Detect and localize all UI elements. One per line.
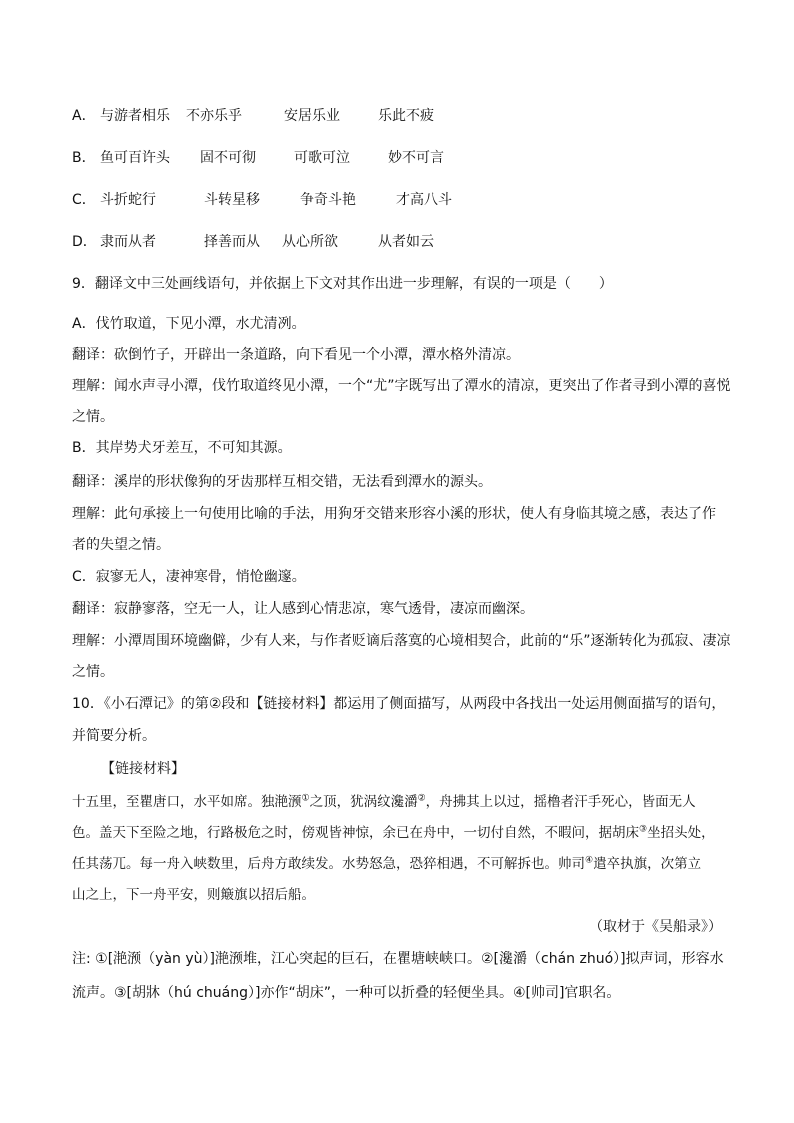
option-item: 才高八斗: [396, 192, 452, 208]
q9-c-understanding: 理解：小潭周围环境幽僻，少有人来，与作者贬谪后落寞的心境相契合，此前的“乐”逐渐转化为孤寂、凄凉: [72, 633, 731, 649]
passage-text: 十五里，至瞿唐口，水平如席。独滟滪: [72, 794, 302, 810]
footnote-marker: ④: [585, 855, 594, 866]
footnote-marker: ③: [639, 824, 648, 835]
passage-line-3: [72, 854, 701, 874]
option-item: 隶而从者: [100, 234, 156, 250]
option-label: B．: [72, 150, 96, 166]
option-item: 从者如云: [378, 234, 434, 250]
option-item: 与游者相乐: [100, 108, 170, 124]
source-citation: （取材于《吴船录》）: [589, 919, 722, 935]
footnote-line-1: 注: ①[滟滪（yàn yù）]滟滪堆，江心突起的巨石，在瞿塘峡峡口。②[瀺灂（chán zhuó）]拟声词，形容水: [72, 951, 724, 967]
option-a: [72, 106, 434, 126]
passage-text: 遣卒执旗，次第立: [593, 856, 702, 872]
q9-a-understanding-cont: 之情。: [72, 409, 114, 425]
question-10-stem: 10．《小石潭记》的第②段和【链接材料】都运用了侧面描写，从两段中各找出一处运用侧面描写的语句，: [72, 696, 726, 712]
option-item: 斗转星移: [204, 192, 260, 208]
option-label: A．: [72, 108, 96, 124]
q9-a-sentence: A．伐竹取道，下见小潭，水尤清冽。: [72, 316, 306, 332]
question-10-stem-cont: 并简要分析。: [72, 728, 156, 744]
option-item: 斗折蛇行: [100, 192, 156, 208]
option-c: [72, 190, 452, 210]
passage-line-4: 山之上，下一舟平安，则簸旗以招后船。: [72, 887, 315, 903]
option-b: [72, 148, 444, 168]
passage-text: ，舟拂其上以过，摇橹者汗手死心，皆面无人: [425, 794, 696, 810]
passage-text: 之顶，犹涡纹瀺灂: [309, 794, 418, 810]
q9-b-translation: 翻译：溪岸的形状像狗的牙齿那样互相交错，无法看到潭水的源头。: [72, 474, 492, 490]
option-item: 鱼可百许头: [100, 150, 170, 166]
option-item: 安居乐业: [284, 108, 340, 124]
footnote-marker: ②: [417, 793, 426, 804]
option-label: D．: [72, 234, 97, 250]
footnote-line-2: 流声。③[胡牀（hú chuáng）]亦作“胡床”，一种可以折叠的轻便坐具。④[帅司]官职名。: [72, 985, 621, 1001]
footnote-marker: ①: [301, 793, 310, 804]
option-d: [72, 232, 434, 252]
q9-b-sentence: B．其岸势犬牙差互，不可知其源。: [72, 440, 292, 456]
passage-text: 坐招头处，: [647, 825, 715, 841]
q9-b-understanding-cont: 者的失望之情。: [72, 537, 170, 553]
q9-c-sentence: C．寂寥无人，凄神寒骨，悄怆幽邃。: [72, 569, 306, 585]
option-item: 固不可彻: [200, 150, 256, 166]
q9-a-understanding: 理解：闻水声寻小潭，伐竹取道终见小潭，一个“尤”字既写出了潭水的清凉，更突出了作者寻到小潭的喜悦: [72, 378, 731, 394]
option-item: 从心所欲: [282, 234, 338, 250]
option-item: 可歌可泣: [294, 150, 350, 166]
option-item: 妙不可言: [388, 150, 444, 166]
question-9-stem: 9．翻译文中三处画线语句，并依据上下文对其作出进一步理解，有误的一项是（ ）: [72, 276, 613, 292]
link-material-title: 【链接材料】: [101, 761, 185, 777]
passage-line-1: [72, 792, 696, 812]
option-item: 乐此不疲: [378, 108, 434, 124]
passage-line-2: [72, 823, 715, 843]
option-item: 争奇斗艳: [300, 192, 356, 208]
passage-text: 色。盖天下至险之地，行路极危之时，傍观皆神惊，余已在舟中，一切付自然，不暇问，据胡床: [72, 825, 639, 841]
q9-b-understanding: 理解：此句承接上一句使用比喻的手法，用狗牙交错来形容小溪的形状，使人有身临其境之感，表达了作: [72, 506, 716, 522]
option-item: 择善而从: [204, 234, 260, 250]
option-item: 不亦乐乎: [186, 108, 242, 124]
option-label: C．: [72, 192, 96, 208]
q9-a-translation: 翻译：砍倒竹子，开辟出一条道路，向下看见一个小潭，潭水格外清凉。: [72, 347, 520, 363]
q9-c-understanding-cont: 之情。: [72, 664, 114, 680]
passage-text: 任其荡兀。每一舟入峡数里，后舟方敢续发。水势怒急，恐猝相遇，不可解拆也。帅司: [72, 856, 585, 872]
q9-c-translation: 翻译：寂静寥落，空无一人，让人感到心情悲凉，寒气透骨，凄凉而幽深。: [72, 601, 534, 617]
